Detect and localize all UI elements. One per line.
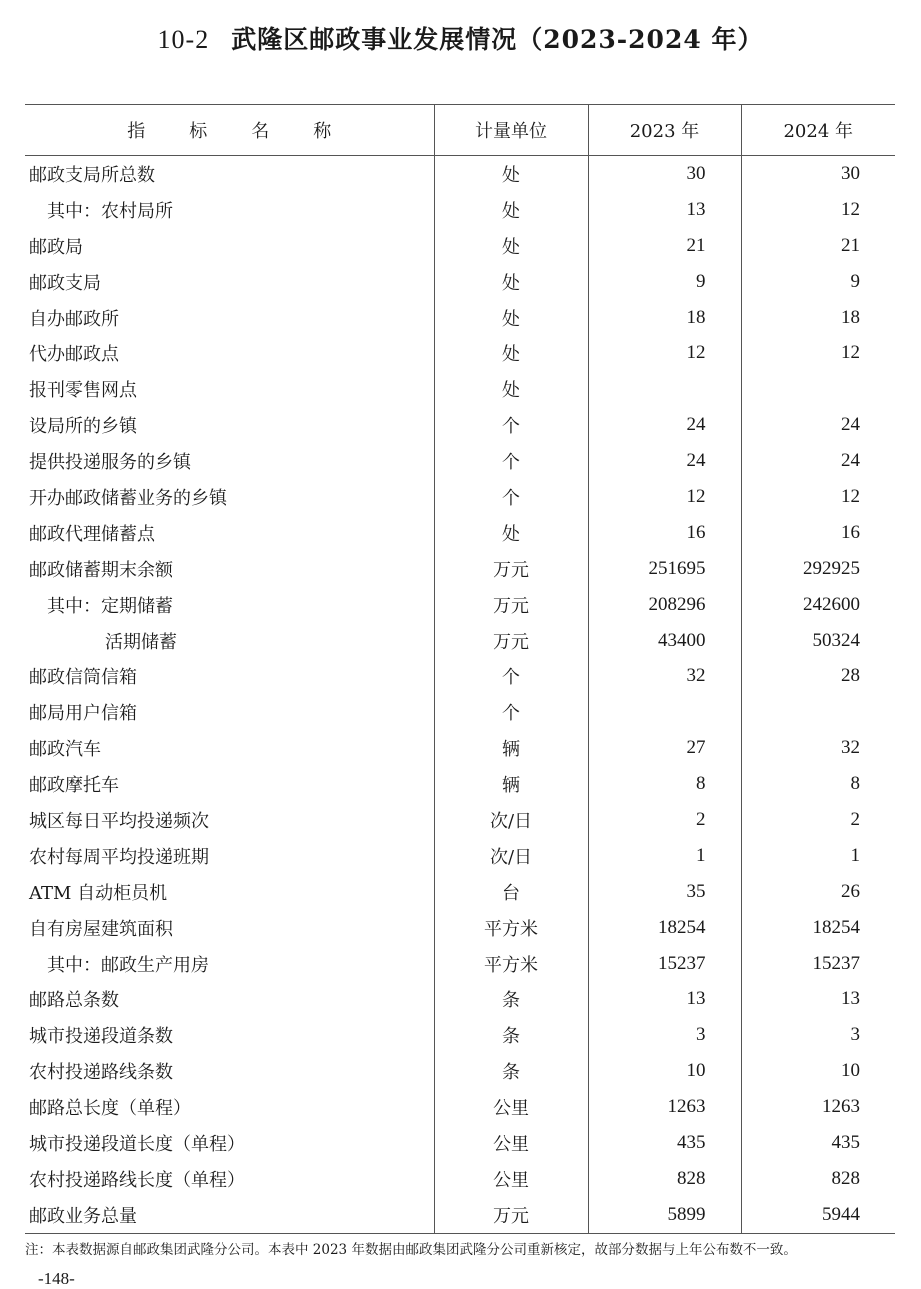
table-row <box>25 658 895 694</box>
table-footnote: 注：本表数据源自邮政集团武隆分公司。本表中 2023 年数据由邮政集团武隆分公司重新核定，故部分数据与上年公布数不一致。 <box>25 1242 797 1258</box>
row-value-2023: 251695 <box>588 551 741 587</box>
row-value-2024: 435 <box>741 1125 895 1161</box>
table-row <box>25 1161 895 1197</box>
table-row <box>25 407 895 443</box>
row-value-2023: 24 <box>588 443 741 479</box>
row-unit: 个 <box>434 407 588 443</box>
table-row <box>25 802 895 838</box>
table-row <box>25 946 895 982</box>
table-row <box>25 730 895 766</box>
row-value-2023: 27 <box>588 730 741 766</box>
header-unit: 计量单位 <box>434 105 588 156</box>
row-value-2023: 21 <box>588 228 741 264</box>
row-unit: 处 <box>434 192 588 228</box>
row-value-2024: 292925 <box>741 551 895 587</box>
table-row <box>25 981 895 1017</box>
row-value-2024: 5944 <box>741 1197 895 1233</box>
row-value-2023: 13 <box>588 192 741 228</box>
row-value-2023: 18 <box>588 300 741 336</box>
row-unit: 个 <box>434 694 588 730</box>
table-header-row <box>25 105 895 156</box>
row-indicator-name: 自办邮政所 <box>29 308 119 330</box>
row-indicator-name: 邮政储蓄期末余额 <box>29 559 173 581</box>
table-row <box>25 335 895 371</box>
row-value-2024: 2 <box>741 802 895 838</box>
row-indicator-name: 设局所的乡镇 <box>29 416 137 438</box>
row-value-2023: 1263 <box>588 1089 741 1125</box>
row-unit: 处 <box>434 264 588 300</box>
row-indicator-name: 报刊零售网点 <box>29 380 137 402</box>
header-2023: 2023 年 <box>588 105 741 156</box>
row-value-2023: 9 <box>588 264 741 300</box>
row-value-2024: 1263 <box>741 1089 895 1125</box>
title-text: 武隆区邮政事业发展情况（2023-2024 年） <box>231 25 764 54</box>
row-value-2024: 26 <box>741 874 895 910</box>
row-value-2024: 18254 <box>741 910 895 946</box>
row-unit: 台 <box>434 874 588 910</box>
table-code: 10-2 <box>157 25 210 54</box>
postal-statistics-table <box>25 104 895 1234</box>
table-row <box>25 1125 895 1161</box>
row-value-2024: 13 <box>741 981 895 1017</box>
row-unit: 万元 <box>434 1197 588 1233</box>
row-unit: 条 <box>434 1053 588 1089</box>
header-indicator-name: 指标名称 <box>25 105 434 156</box>
row-value-2024: 3 <box>741 1017 895 1053</box>
table-row <box>25 874 895 910</box>
row-value-2024: 50324 <box>741 623 895 659</box>
row-value-2024: 32 <box>741 730 895 766</box>
row-unit: 处 <box>434 371 588 407</box>
row-indicator-name: 邮政业务总量 <box>25 1197 434 1233</box>
row-value-2024: 242600 <box>741 587 895 623</box>
table-row <box>25 371 895 407</box>
row-value-2024: 15237 <box>741 946 895 982</box>
table-row <box>25 838 895 874</box>
row-unit: 次/日 <box>434 802 588 838</box>
row-indicator-name: 邮政信筒信箱 <box>29 667 137 689</box>
row-indicator-name: 活期储蓄 <box>105 631 177 653</box>
row-unit: 处 <box>434 300 588 336</box>
row-value-2023: 1 <box>588 838 741 874</box>
row-indicator-name: 邮政支局 <box>29 272 101 294</box>
row-value-2023: 208296 <box>588 587 741 623</box>
row-value-2024: 16 <box>741 515 895 551</box>
row-indicator-name: 邮政支局所总数 <box>29 164 155 186</box>
row-value-2024: 10 <box>741 1053 895 1089</box>
table-row <box>25 1053 895 1089</box>
table-row <box>25 479 895 515</box>
row-indicator-name: 城市投递段道条数 <box>29 1026 173 1048</box>
row-value-2024: 28 <box>741 658 895 694</box>
row-unit: 次/日 <box>434 838 588 874</box>
row-value-2023: 18254 <box>588 910 741 946</box>
table-row <box>25 1197 895 1233</box>
table-row <box>25 443 895 479</box>
row-value-2023: 2 <box>588 802 741 838</box>
row-value-2024: 24 <box>741 443 895 479</box>
row-unit: 辆 <box>434 766 588 802</box>
row-value-2024: 24 <box>741 407 895 443</box>
row-indicator-name: 其中：农村局所 <box>47 200 173 222</box>
row-value-2023: 828 <box>588 1161 741 1197</box>
table-row <box>25 515 895 551</box>
table-row <box>25 264 895 300</box>
row-value-2023: 16 <box>588 515 741 551</box>
row-unit: 万元 <box>434 587 588 623</box>
header-2024: 2024 年 <box>741 105 895 156</box>
row-value-2024 <box>741 371 895 407</box>
table-row <box>25 1017 895 1053</box>
row-unit: 处 <box>434 515 588 551</box>
row-value-2023 <box>588 371 741 407</box>
row-indicator-name: ATM 自动柜员机 <box>29 882 168 904</box>
table-row <box>25 910 895 946</box>
row-unit: 万元 <box>434 551 588 587</box>
row-value-2023: 13 <box>588 981 741 1017</box>
row-value-2023: 32 <box>588 658 741 694</box>
statistics-table-wrapper <box>25 104 895 1234</box>
row-unit: 条 <box>434 981 588 1017</box>
table-row <box>25 694 895 730</box>
table-row <box>25 192 895 228</box>
table-row <box>25 551 895 587</box>
row-value-2023: 5899 <box>588 1197 741 1233</box>
row-indicator-name: 邮政汽车 <box>29 739 101 761</box>
row-indicator-name: 城市投递段道长度（单程） <box>29 1133 245 1155</box>
row-unit: 万元 <box>434 623 588 659</box>
row-indicator-name: 其中：定期储蓄 <box>47 595 173 617</box>
row-indicator-name: 邮局用户信箱 <box>29 703 137 725</box>
row-indicator-name: 农村每周平均投递班期 <box>29 846 209 868</box>
row-unit: 平方米 <box>434 910 588 946</box>
page-title <box>0 20 921 56</box>
row-value-2024: 828 <box>741 1161 895 1197</box>
row-unit: 公里 <box>434 1161 588 1197</box>
row-value-2023: 35 <box>588 874 741 910</box>
row-value-2024: 21 <box>741 228 895 264</box>
row-value-2023: 30 <box>588 156 741 192</box>
row-value-2023: 43400 <box>588 623 741 659</box>
table-row <box>25 587 895 623</box>
row-indicator-name: 城区每日平均投递频次 <box>29 810 209 832</box>
row-value-2023: 10 <box>588 1053 741 1089</box>
row-indicator-name: 农村投递路线条数 <box>29 1062 173 1084</box>
row-value-2024: 1 <box>741 838 895 874</box>
row-unit: 处 <box>434 156 588 192</box>
row-value-2023: 15237 <box>588 946 741 982</box>
table-row <box>25 766 895 802</box>
row-unit: 个 <box>434 479 588 515</box>
row-indicator-name: 农村投递路线长度（单程） <box>29 1169 245 1191</box>
row-unit: 公里 <box>434 1125 588 1161</box>
row-indicator-name: 邮路总长度（单程） <box>29 1098 191 1120</box>
row-unit: 平方米 <box>434 946 588 982</box>
row-value-2024: 30 <box>741 156 895 192</box>
row-value-2023: 8 <box>588 766 741 802</box>
row-unit: 个 <box>434 658 588 694</box>
row-value-2024 <box>741 694 895 730</box>
row-indicator-name: 其中：邮政生产用房 <box>47 954 209 976</box>
row-value-2023: 3 <box>588 1017 741 1053</box>
row-indicator-name: 邮政代理储蓄点 <box>29 523 155 545</box>
row-indicator-name: 开办邮政储蓄业务的乡镇 <box>29 487 227 509</box>
row-value-2024: 12 <box>741 192 895 228</box>
row-unit: 公里 <box>434 1089 588 1125</box>
table-body <box>25 156 895 1234</box>
row-value-2023: 12 <box>588 479 741 515</box>
table-row <box>25 156 895 192</box>
row-unit: 处 <box>434 335 588 371</box>
row-value-2023: 435 <box>588 1125 741 1161</box>
row-unit: 个 <box>434 443 588 479</box>
row-indicator-name: 邮政局 <box>29 236 83 258</box>
row-value-2023 <box>588 694 741 730</box>
row-indicator-name: 邮路总条数 <box>29 990 119 1012</box>
row-value-2023: 12 <box>588 335 741 371</box>
row-indicator-name: 提供投递服务的乡镇 <box>29 452 191 474</box>
row-value-2024: 12 <box>741 479 895 515</box>
row-value-2024: 9 <box>741 264 895 300</box>
row-unit: 辆 <box>434 730 588 766</box>
table-row <box>25 300 895 336</box>
row-indicator-name: 邮政摩托车 <box>29 775 119 797</box>
row-indicator-name: 自有房屋建筑面积 <box>29 918 173 940</box>
table-row <box>25 228 895 264</box>
row-value-2024: 18 <box>741 300 895 336</box>
row-value-2024: 8 <box>741 766 895 802</box>
row-indicator-name: 代办邮政点 <box>29 344 119 366</box>
table-row <box>25 623 895 659</box>
row-unit: 条 <box>434 1017 588 1053</box>
table-row <box>25 1089 895 1125</box>
page-number: -148- <box>38 1269 75 1288</box>
row-value-2023: 24 <box>588 407 741 443</box>
row-value-2024: 12 <box>741 335 895 371</box>
row-unit: 处 <box>434 228 588 264</box>
